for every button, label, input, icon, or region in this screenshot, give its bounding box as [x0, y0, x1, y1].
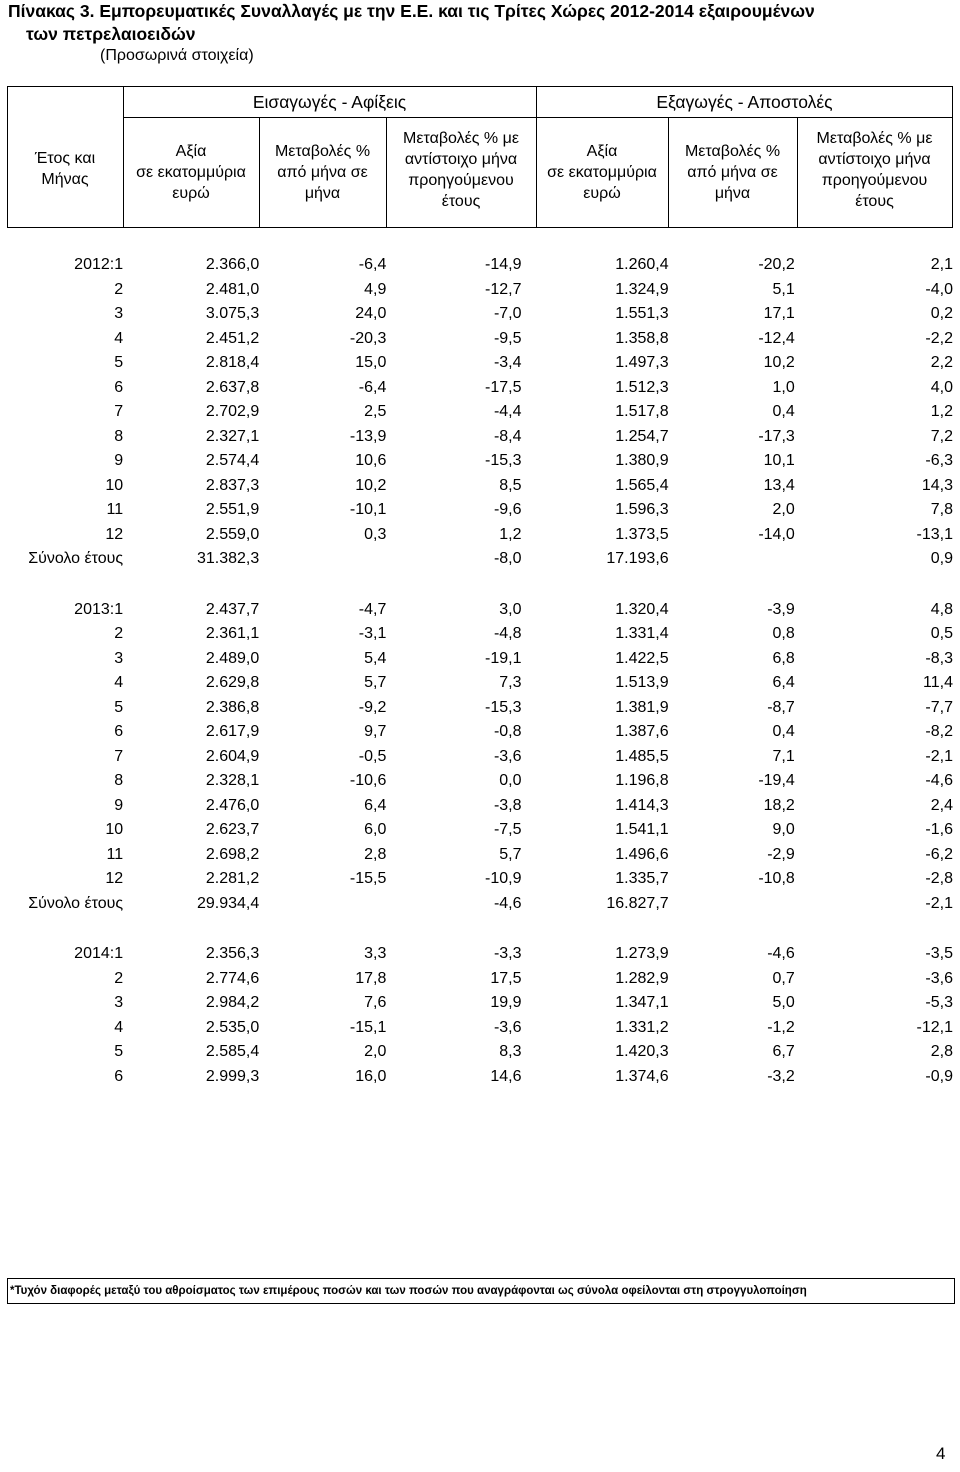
- value-cell: 2.356,3: [205, 945, 260, 962]
- value-cell: -4,4: [493, 403, 522, 420]
- spacer-row: [7, 572, 953, 598]
- table-row: [7, 867, 953, 892]
- value-cell: 1.273,9: [615, 945, 669, 962]
- value-cell: -9,2: [358, 698, 387, 716]
- value-cell: 1.260,4: [615, 256, 669, 273]
- value-cell: [669, 547, 795, 572]
- value-cell: -8,3: [925, 649, 953, 667]
- imports-yoy-column-header: Μεταβολές % με αντίστοιχο μήνα προηγούμενου έτους: [403, 130, 519, 210]
- value-cell: 2.702,9: [205, 403, 260, 420]
- value-cell: -20,3: [349, 329, 387, 347]
- value-cell: 16,0: [355, 1067, 387, 1085]
- table-header: [7, 86, 953, 228]
- period-cell: 10: [105, 821, 124, 838]
- value-cell: 2.535,0: [205, 1018, 260, 1036]
- title-line-2: των πετρελαιοειδών: [26, 24, 196, 44]
- table-row: [7, 449, 953, 474]
- period-cell: 8: [114, 772, 124, 789]
- value-cell: -4,6: [493, 894, 522, 912]
- value-cell: 15,0: [355, 354, 387, 371]
- value-cell: 14,3: [921, 476, 953, 494]
- trade-data-table: [7, 253, 953, 1089]
- value-cell: 3,0: [499, 600, 522, 618]
- value-cell: 2.281,2: [205, 870, 260, 887]
- value-cell: 2.386,8: [205, 698, 260, 716]
- value-cell: 2.451,2: [205, 329, 260, 347]
- value-cell: 5,0: [772, 994, 795, 1011]
- value-cell: -9,6: [493, 501, 522, 518]
- value-cell: -14,0: [758, 525, 795, 543]
- value-cell: -2,2: [925, 329, 953, 347]
- value-cell: -15,3: [485, 698, 522, 716]
- exports-mom-column-header: Μεταβολές % από μήνα σε μήνα: [684, 143, 781, 202]
- value-cell: -7,7: [925, 698, 953, 716]
- value-cell: -0,5: [358, 747, 387, 765]
- value-cell: 1.387,6: [615, 723, 669, 740]
- table-row: [7, 1016, 953, 1041]
- value-cell: 1.254,7: [615, 427, 669, 445]
- value-cell: -4,7: [358, 600, 387, 618]
- period-cell: 9: [114, 452, 124, 469]
- value-cell: 2.366,0: [205, 256, 260, 273]
- value-cell: 0,7: [772, 969, 795, 987]
- value-cell: -3,6: [493, 1018, 522, 1036]
- table-row: [7, 376, 953, 401]
- value-cell: 1.324,9: [615, 280, 669, 298]
- value-cell: 1.513,9: [615, 674, 669, 691]
- value-cell: -15,5: [349, 870, 387, 887]
- value-cell: [386, 916, 521, 942]
- value-cell: 17.193,6: [606, 550, 669, 567]
- value-cell: 5,4: [364, 649, 387, 667]
- value-cell: [259, 572, 386, 598]
- value-cell: 1.565,4: [615, 476, 669, 494]
- period-cell: 4: [114, 674, 124, 691]
- spacer-row: [7, 916, 953, 942]
- value-cell: -10,1: [349, 501, 387, 518]
- imports-mom-column-header: Μεταβολές % από μήνα σε μήνα: [274, 143, 371, 202]
- value-cell: 2,5: [364, 403, 387, 420]
- value-cell: 2.617,9: [205, 723, 260, 740]
- period-cell: 2: [114, 280, 124, 298]
- table-row: [7, 942, 953, 967]
- table-row: [7, 400, 953, 425]
- period-cell: 6: [114, 1067, 124, 1085]
- value-cell: 1.541,1: [615, 821, 669, 838]
- value-cell: -4,8: [493, 625, 522, 642]
- value-cell: 17,8: [355, 969, 387, 987]
- value-cell: [669, 892, 795, 917]
- value-cell: 5,1: [772, 280, 795, 298]
- table-row: [7, 425, 953, 450]
- period-cell: 8: [114, 427, 124, 445]
- value-cell: -19,1: [485, 649, 522, 667]
- value-cell: 1.485,5: [615, 747, 669, 765]
- value-cell: [386, 572, 521, 598]
- table-row: [7, 598, 953, 623]
- value-cell: 2.551,9: [205, 501, 260, 518]
- value-cell: -5,3: [925, 994, 953, 1011]
- value-cell: 10,1: [763, 452, 795, 469]
- value-cell: -8,0: [493, 550, 522, 567]
- value-cell: 6,0: [364, 821, 387, 838]
- table-row: [7, 720, 953, 745]
- value-cell: -8,4: [493, 427, 522, 445]
- value-cell: 2.774,6: [205, 969, 260, 987]
- table-row: [7, 991, 953, 1016]
- value-cell: 2.637,8: [205, 378, 260, 396]
- imports-value-column-header: Αξία σε εκατομμύρια ευρώ: [136, 143, 246, 202]
- value-cell: 6,7: [772, 1043, 795, 1060]
- value-cell: -3,2: [767, 1067, 795, 1085]
- exports-group-header: Εξαγωγές - Αποστολές: [656, 92, 833, 112]
- value-cell: -13,1: [916, 525, 953, 543]
- table-row: [7, 892, 953, 917]
- period-cell: 7: [114, 747, 124, 765]
- value-cell: 2.999,3: [205, 1067, 260, 1085]
- table-row: [7, 696, 953, 721]
- value-cell: 18,2: [763, 796, 795, 814]
- table-row: [7, 818, 953, 843]
- period-cell: 2013:1: [74, 600, 124, 618]
- table-row: [7, 253, 953, 278]
- value-cell: [795, 572, 953, 598]
- value-cell: 2.559,0: [205, 525, 260, 543]
- value-cell: -3,4: [493, 354, 522, 371]
- value-cell: [123, 916, 259, 942]
- value-cell: 2.489,0: [205, 649, 260, 667]
- value-cell: 6,8: [772, 649, 795, 667]
- table-row: [7, 671, 953, 696]
- table-row: [7, 523, 953, 548]
- value-cell: 1.517,8: [615, 403, 669, 420]
- value-cell: 0,3: [364, 525, 387, 543]
- value-cell: 13,4: [763, 476, 795, 494]
- value-cell: [522, 916, 669, 942]
- table-row: [7, 745, 953, 770]
- table-row: [7, 278, 953, 303]
- value-cell: -3,5: [925, 945, 953, 962]
- value-cell: 2.629,8: [205, 674, 260, 691]
- value-cell: -17,3: [758, 427, 795, 445]
- value-cell: 1.596,3: [615, 501, 669, 518]
- value-cell: 7,1: [772, 747, 795, 765]
- value-cell: -3,9: [767, 600, 795, 618]
- table-row: [7, 547, 953, 572]
- table-row: [7, 967, 953, 992]
- value-cell: 7,2: [930, 427, 953, 445]
- value-cell: -8,7: [767, 698, 795, 716]
- period-cell: 2: [114, 969, 124, 987]
- value-cell: -4,0: [925, 280, 953, 298]
- period-cell: [7, 916, 123, 942]
- value-cell: 1.512,3: [615, 378, 669, 396]
- value-cell: -0,9: [925, 1067, 953, 1085]
- value-cell: 10,6: [355, 452, 387, 469]
- value-cell: 0,5: [930, 625, 953, 642]
- value-cell: -4,6: [767, 945, 795, 962]
- value-cell: -7,5: [493, 821, 522, 838]
- value-cell: -1,6: [925, 821, 953, 838]
- value-cell: 0,2: [930, 305, 953, 322]
- value-cell: 1.358,8: [615, 329, 669, 347]
- period-cell: 2012:1: [74, 256, 124, 273]
- value-cell: -17,5: [485, 378, 522, 396]
- value-cell: 4,0: [930, 378, 953, 396]
- value-cell: 1.414,3: [615, 796, 669, 814]
- value-cell: 7,3: [499, 674, 522, 691]
- value-cell: 0,0: [499, 772, 522, 789]
- value-cell: 7,8: [930, 501, 953, 518]
- table-row: [7, 769, 953, 794]
- value-cell: -7,0: [493, 305, 522, 322]
- table-row: [7, 622, 953, 647]
- value-cell: 1.331,4: [615, 625, 669, 642]
- value-cell: 1.374,6: [615, 1067, 669, 1085]
- value-cell: 2,0: [772, 501, 795, 518]
- period-cell: 11: [106, 845, 124, 863]
- value-cell: 1.331,2: [615, 1018, 669, 1036]
- value-cell: -15,3: [485, 452, 522, 469]
- value-cell: -12,1: [916, 1018, 953, 1036]
- value-cell: 5,7: [364, 674, 387, 691]
- table-row: [7, 302, 953, 327]
- value-cell: -6,3: [925, 452, 953, 469]
- value-cell: 10,2: [355, 476, 387, 494]
- footnote: *Τυχόν διαφορές μεταξύ του αθροίσματος των επιμέρους ποσών και των ποσών που αναγράφονται ως σύνολα οφείλονται στη στρογγυλοποίηση: [7, 1278, 955, 1304]
- value-cell: 29.934,4: [196, 894, 260, 912]
- value-cell: 0,4: [772, 723, 795, 740]
- value-cell: 6,4: [772, 674, 795, 691]
- period-cell: 3: [114, 305, 124, 322]
- value-cell: -3,6: [493, 747, 522, 765]
- value-cell: 1.420,3: [615, 1043, 669, 1060]
- value-cell: 2.604,9: [205, 747, 260, 765]
- value-cell: -10,8: [758, 870, 795, 887]
- exports-value-column-header: Αξία σε εκατομμύρια ευρώ: [547, 143, 657, 202]
- period-cell: 3: [114, 994, 124, 1011]
- value-cell: 17,5: [490, 969, 522, 987]
- value-cell: 1.335,7: [615, 870, 669, 887]
- page-number: 4: [936, 1444, 946, 1463]
- page-title: [8, 0, 815, 46]
- value-cell: 8,3: [499, 1043, 522, 1060]
- value-cell: [795, 916, 953, 942]
- table-row: [7, 1065, 953, 1090]
- period-cell: 7: [114, 403, 124, 420]
- value-cell: 1.422,5: [615, 649, 669, 667]
- exports-yoy-column-header: Μεταβολές % με αντίστοιχο μήνα προηγούμενου έτους: [816, 130, 933, 210]
- value-cell: 1.380,9: [615, 452, 669, 469]
- value-cell: 2,8: [930, 1043, 953, 1060]
- value-cell: 1.497,3: [615, 354, 669, 371]
- value-cell: 4,9: [364, 280, 387, 298]
- value-cell: 19,9: [490, 994, 522, 1011]
- value-cell: 2.574,4: [205, 452, 260, 469]
- value-cell: 1.373,5: [615, 525, 669, 543]
- value-cell: -20,2: [758, 256, 795, 273]
- period-cell: 3: [114, 649, 124, 667]
- value-cell: -0,8: [493, 723, 522, 740]
- page-subtitle: (Προσωρινά στοιχεία): [100, 47, 254, 64]
- period-cell: 2: [114, 625, 124, 642]
- value-cell: 2.437,7: [205, 600, 260, 618]
- value-cell: 17,1: [763, 305, 795, 322]
- period-cell: 5: [114, 698, 124, 716]
- value-cell: -10,6: [349, 772, 387, 789]
- value-cell: 2.476,0: [205, 796, 260, 814]
- value-cell: -10,9: [485, 870, 522, 887]
- value-cell: 5,7: [499, 845, 522, 863]
- value-cell: 14,6: [490, 1067, 522, 1085]
- value-cell: 2,1: [930, 256, 953, 273]
- value-cell: 1.381,9: [615, 698, 669, 716]
- value-cell: -4,6: [925, 772, 953, 789]
- value-cell: 1.196,8: [615, 772, 669, 789]
- title-line-1: Πίνακας 3. Εμπορευματικές Συναλλαγές με την Ε.Ε. και τις Τρίτες Χώρες 2012-2014 εξαιρουμένων: [8, 1, 815, 21]
- period-cell: 5: [114, 1043, 124, 1060]
- period-cell: 11: [106, 501, 124, 518]
- period-cell: 6: [114, 723, 124, 740]
- value-cell: 2.984,2: [205, 994, 260, 1011]
- value-cell: 2.481,0: [205, 280, 260, 298]
- value-cell: 10,2: [763, 354, 795, 371]
- value-cell: -6,4: [358, 256, 387, 273]
- value-cell: -2,8: [925, 870, 953, 887]
- table-row: [7, 351, 953, 376]
- period-cell: 4: [114, 329, 124, 347]
- table-row: [7, 474, 953, 499]
- value-cell: -12,4: [758, 329, 795, 347]
- value-cell: -2,1: [925, 747, 953, 765]
- value-cell: 31.382,3: [196, 550, 260, 567]
- value-cell: -8,2: [925, 723, 953, 740]
- value-cell: 4,8: [930, 600, 953, 618]
- value-cell: 0,9: [930, 550, 953, 567]
- value-cell: -3,3: [493, 945, 522, 962]
- period-cell: [7, 572, 123, 598]
- value-cell: [123, 572, 259, 598]
- value-cell: -19,4: [758, 772, 795, 789]
- value-cell: -15,1: [349, 1018, 387, 1036]
- value-cell: [522, 572, 669, 598]
- value-cell: 16.827,7: [606, 894, 669, 912]
- table-row: [7, 794, 953, 819]
- value-cell: 1,0: [772, 378, 795, 396]
- value-cell: 2,4: [930, 796, 953, 814]
- period-column-header: Έτος και Μήνας: [34, 150, 96, 188]
- value-cell: 7,6: [364, 994, 387, 1011]
- table-row: [7, 1040, 953, 1065]
- value-cell: 0,8: [772, 625, 795, 642]
- value-cell: 2.361,1: [205, 625, 260, 642]
- value-cell: [259, 547, 386, 572]
- value-cell: 6,4: [364, 796, 387, 814]
- period-cell: 6: [114, 378, 124, 396]
- value-cell: 0,4: [772, 403, 795, 420]
- value-cell: 9,7: [364, 723, 387, 740]
- table-row: [7, 843, 953, 868]
- period-cell: 10: [105, 476, 124, 494]
- value-cell: 1.496,6: [615, 845, 669, 863]
- value-cell: 3,3: [364, 945, 387, 962]
- value-cell: 2.837,3: [205, 476, 260, 494]
- period-cell: 9: [114, 796, 124, 814]
- value-cell: 2,8: [364, 845, 387, 863]
- period-cell: 5: [114, 354, 124, 371]
- value-cell: -2,9: [767, 845, 795, 863]
- table-row: [7, 647, 953, 672]
- value-cell: 1,2: [499, 525, 522, 543]
- value-cell: 2,2: [930, 354, 953, 371]
- value-cell: 11,4: [923, 674, 953, 691]
- value-cell: 1.320,4: [615, 600, 669, 618]
- value-cell: 2.328,1: [205, 772, 260, 789]
- value-cell: -3,8: [493, 796, 522, 814]
- value-cell: -14,9: [485, 256, 522, 273]
- value-cell: 2.698,2: [205, 845, 260, 863]
- value-cell: [259, 916, 386, 942]
- value-cell: [669, 916, 795, 942]
- value-cell: 1.551,3: [615, 305, 669, 322]
- value-cell: -6,2: [925, 845, 953, 863]
- value-cell: [669, 572, 795, 598]
- table-row: [7, 327, 953, 352]
- value-cell: 2.818,4: [205, 354, 260, 371]
- period-cell: 2014:1: [74, 945, 124, 962]
- value-cell: -1,2: [767, 1018, 795, 1036]
- period-cell: 12: [105, 870, 124, 887]
- value-cell: 2.327,1: [205, 427, 260, 445]
- period-cell: 4: [114, 1018, 124, 1036]
- value-cell: 1.347,1: [615, 994, 669, 1011]
- period-cell: 12: [105, 525, 124, 543]
- value-cell: -3,6: [925, 969, 953, 987]
- value-cell: -3,1: [358, 625, 387, 642]
- period-cell: Σύνολο έτους: [28, 894, 124, 912]
- value-cell: -12,7: [485, 280, 522, 298]
- value-cell: -2,1: [925, 894, 953, 912]
- value-cell: -9,5: [493, 329, 522, 347]
- value-cell: 1.282,9: [615, 969, 669, 987]
- value-cell: 3.075,3: [205, 305, 260, 322]
- value-cell: 2.585,4: [205, 1043, 260, 1060]
- value-cell: 8,5: [499, 476, 522, 494]
- period-cell: Σύνολο έτους: [28, 550, 124, 567]
- value-cell: 9,0: [772, 821, 795, 838]
- value-cell: [259, 892, 386, 917]
- value-cell: -6,4: [358, 378, 387, 396]
- value-cell: 2.623,7: [205, 821, 260, 838]
- table-row: [7, 498, 953, 523]
- imports-group-header: Εισαγωγές - Αφίξεις: [252, 92, 407, 112]
- value-cell: 1,2: [930, 403, 953, 420]
- value-cell: -13,9: [349, 427, 387, 445]
- value-cell: 24,0: [355, 305, 387, 322]
- value-cell: 2,0: [364, 1043, 387, 1060]
